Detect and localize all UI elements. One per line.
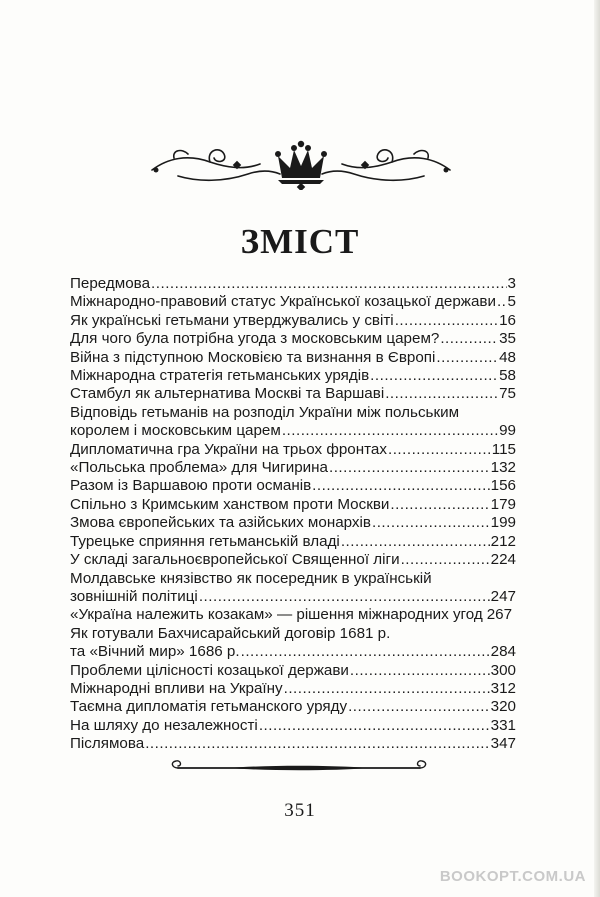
toc-entry-page: 224 [490, 551, 516, 569]
toc-entry [70, 385, 516, 403]
dot-leader [151, 275, 507, 293]
toc-entry-page: 99 [499, 422, 516, 440]
toc-entry-title: Дипломатична гра України на трьох фронтах [70, 440, 387, 458]
toc-entry [70, 717, 516, 735]
dot-leader [388, 441, 491, 459]
dot-leader [497, 293, 507, 311]
toc-entry [70, 367, 516, 385]
toc-entry [70, 680, 516, 698]
toc-entry-page: 199 [490, 514, 516, 532]
toc-entry-page: 267 [486, 606, 513, 624]
dot-leader [385, 385, 498, 403]
dot-leader [436, 349, 498, 367]
toc-entry-title: Спільно з Кримським ханством проти Москви [70, 495, 390, 513]
toc-entry-page: 247 [490, 587, 516, 605]
toc-entry-title: зовнішній політиці [70, 587, 198, 605]
dot-leader [284, 680, 490, 698]
toc-entry [70, 275, 516, 293]
table-of-contents [70, 275, 516, 754]
toc-entry-title: Війна з підступною Московією та визнання в Європі [70, 348, 436, 366]
toc-entry [70, 643, 516, 661]
dot-leader [329, 459, 490, 477]
toc-entry [70, 349, 516, 367]
toc-entry [70, 441, 516, 459]
toc-entry-title: Таємна дипломатія гетьманского уряду [70, 698, 348, 716]
dot-leader [145, 735, 489, 753]
toc-entry [70, 662, 516, 680]
dot-leader [370, 367, 498, 385]
dot-leader [259, 717, 490, 735]
dot-leader [241, 643, 490, 661]
toc-entry-title: Проблеми цілісності козацької держави [70, 661, 349, 679]
toc-entry [70, 606, 516, 624]
dot-leader [440, 330, 498, 348]
toc-entry-title-line1: Відповідь гетьманів на розподіл України між польським [70, 403, 460, 421]
toc-entry-page: 5 [507, 293, 516, 311]
dot-leader [372, 514, 490, 532]
dot-leader [199, 588, 490, 606]
dot-leader [341, 533, 490, 551]
toc-entry-title: На шляху до незалежності [70, 716, 258, 734]
toc-entry [70, 588, 516, 606]
toc-entry [70, 698, 516, 716]
toc-entry [70, 459, 516, 477]
toc-entry-title: Міжнародні впливи на Україну [70, 679, 283, 697]
toc-entry [70, 735, 516, 753]
toc-entry-title: «Україна належить козакам» — рішення міжнародних угод [70, 606, 483, 624]
toc-entry [70, 477, 516, 495]
dot-leader [350, 662, 490, 680]
toc-entry-page: 75 [499, 385, 516, 403]
toc-entry-title: та «Вічний мир» 1686 р. [70, 643, 240, 661]
toc-entry-title-line1: Молдавське князівство як посередник в українській [70, 569, 432, 587]
toc-entry-page: 331 [490, 716, 516, 734]
toc-entry-page: 320 [490, 698, 516, 716]
toc-entry-page: 16 [499, 311, 516, 329]
toc-entry-title: «Польська проблема» для Чигирина [70, 459, 328, 477]
toc-entry-title: Для чого була потрібна угода з московським царем? [70, 330, 440, 348]
toc-entry-title: У складі загальноєвропейської Священної ліги [70, 551, 400, 569]
toc-entry [70, 496, 516, 514]
toc-entry-title: Стамбул як альтернатива Москві та Варшаві [70, 385, 385, 403]
toc-entry-title: Міжнародно-правовий статус Української козацької держави [70, 293, 496, 311]
toc-entry [70, 551, 516, 569]
toc-entry-title-line1: Як готували Бахчисарайський договір 1681 р. [70, 624, 391, 642]
toc-entry-title: Передмова [70, 275, 151, 292]
page-title: ЗМІСТ [240, 222, 360, 261]
toc-entry [70, 312, 516, 330]
toc-entry [70, 533, 516, 551]
toc-entry [70, 514, 516, 532]
divider-ornament-icon [168, 757, 430, 779]
page-number: 351 [284, 800, 316, 821]
dot-leader [348, 698, 490, 716]
toc-entry-title: Турецьке сприяння гетьманській владі [70, 532, 340, 550]
toc-entry-title: Разом із Варшавою проти османів [70, 477, 312, 495]
toc-entry-page: 3 [507, 275, 516, 292]
toc-entry-page: 212 [490, 532, 516, 550]
dot-leader [395, 312, 498, 330]
toc-entry-title: королем і московським царем [70, 422, 281, 440]
toc-entry-page: 284 [490, 643, 516, 661]
dot-leader [312, 477, 489, 495]
toc-entry-page: 58 [499, 367, 516, 385]
toc-entry-page: 312 [490, 679, 516, 697]
dot-leader [390, 496, 489, 514]
toc-entry-title: Як українські гетьмани утверджувались у світі [70, 311, 394, 329]
toc-entry [70, 330, 516, 348]
dot-leader [401, 551, 490, 569]
toc-entry-page: 48 [499, 348, 516, 366]
toc-entry-page: 132 [490, 459, 516, 477]
dot-leader [282, 422, 498, 440]
toc-entry-title: Змова європейських та азійських монархів [70, 514, 371, 532]
toc-entry-page: 179 [490, 495, 516, 513]
watermark: BOOKOPT.COM.UA [439, 868, 586, 885]
toc-entry-page: 115 [491, 440, 516, 458]
toc-entry-title: Післямова [70, 735, 145, 753]
toc-entry-page: 300 [490, 661, 516, 679]
page-edge [594, 0, 600, 897]
toc-entry-title: Міжнародна стратегія гетьманських урядів [70, 367, 370, 385]
crown-ornament-icon [148, 140, 454, 190]
toc-entry [70, 422, 516, 440]
toc-entry-page: 347 [490, 735, 516, 753]
toc-entry-page: 156 [490, 477, 516, 495]
toc-entry [70, 293, 516, 311]
toc-entry-page: 35 [499, 330, 516, 348]
